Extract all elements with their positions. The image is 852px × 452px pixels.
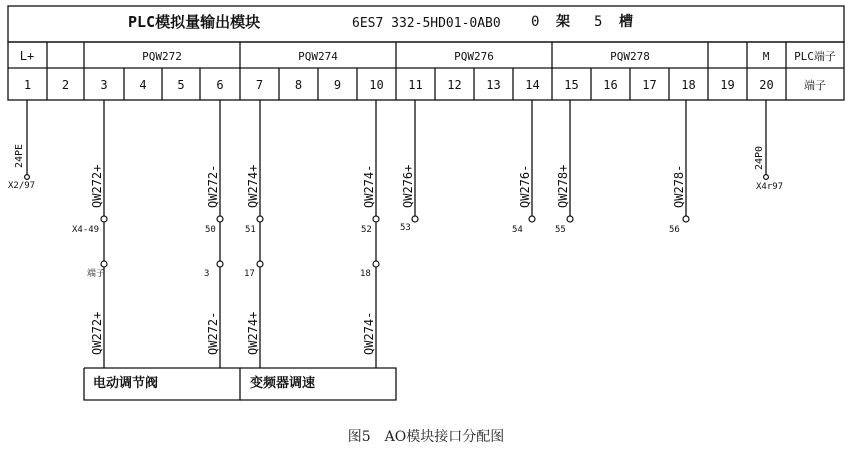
connector-50 — [217, 216, 223, 222]
terminal-7: 7 — [255, 78, 264, 92]
terminal-4: 4 — [139, 78, 147, 92]
rack-number: 0 — [531, 14, 540, 30]
terminal-table — [8, 42, 844, 100]
wire-10-upper-label: QW274- — [362, 164, 376, 208]
ref-lower-3: 3 — [204, 269, 210, 279]
connector-51 — [257, 216, 263, 222]
part-number: 6ES7 332-5HD01-0AB0 — [352, 16, 501, 31]
terminal-16: 16 — [603, 78, 618, 92]
wire-6-lower-label: QW272- — [206, 311, 220, 355]
group-pqw278: PQW278 — [610, 50, 650, 63]
terminal-18: 18 — [681, 78, 696, 92]
terminal-10: 10 — [369, 78, 384, 92]
ref-53: 53 — [400, 223, 411, 233]
group-m: M — [762, 50, 770, 63]
connector-3 — [217, 261, 223, 267]
terminal-6: 6 — [216, 78, 224, 92]
wire-7-upper-label: QW274+ — [246, 164, 260, 208]
wire-14-upper-label: QW276- — [518, 164, 532, 208]
wire-10-lower-label: QW274- — [362, 311, 376, 355]
terminal-21: 端子 — [804, 79, 826, 92]
group-pqw276: PQW276 — [454, 50, 494, 63]
device-vfd-label: 变频器调速 — [250, 376, 316, 391]
terminal-14: 14 — [525, 78, 540, 92]
terminal-15: 15 — [564, 78, 579, 92]
wire-3-lower-label: QW272+ — [90, 311, 104, 355]
wire-20-end — [764, 175, 769, 180]
wire-7-lower-label: QW274+ — [246, 311, 260, 355]
ref-x4r97: X4r97 — [756, 182, 784, 192]
ref-51: 51 — [245, 225, 256, 235]
terminal-2: 2 — [61, 78, 70, 92]
group-pqw274: PQW274 — [298, 50, 338, 63]
terminal-11: 11 — [408, 78, 423, 92]
connector-x4-49 — [101, 216, 107, 222]
connector-56 — [683, 216, 689, 222]
ref-56: 56 — [669, 225, 680, 235]
connector-53 — [412, 216, 418, 222]
wire-11-upper-label: QW276+ — [401, 164, 415, 208]
terminal-1: 1 — [23, 78, 32, 92]
group-pqw272: PQW272 — [142, 50, 182, 63]
ref-lower-18: 18 — [360, 269, 371, 279]
terminal-12: 12 — [447, 78, 462, 92]
terminal-8: 8 — [294, 78, 303, 92]
figure-caption: 图5 AO模块接口分配图 — [347, 429, 505, 445]
terminal-3: 3 — [100, 78, 108, 92]
connector-17 — [257, 261, 263, 267]
connector-18 — [373, 261, 379, 267]
wire-3-upper-label: QW272+ — [90, 164, 104, 208]
device-valve-label: 电动调节阀 — [93, 376, 159, 391]
ref-lower-17: 17 — [244, 269, 255, 279]
ref-lower-terminal: 端子 — [87, 269, 106, 279]
group-lplus: L+ — [19, 49, 35, 63]
wire-6-upper-label: QW272- — [206, 164, 220, 208]
terminal-20: 20 — [759, 78, 774, 92]
connector-terminal — [101, 261, 107, 267]
terminal-9: 9 — [333, 78, 342, 92]
rack-label: 架 — [556, 14, 570, 30]
connector-52 — [373, 216, 379, 222]
slot-number: 5 — [594, 14, 603, 30]
wire-1-end — [25, 175, 30, 180]
group-plc: PLC端子 — [794, 50, 836, 63]
wire-18-upper-label: QW278- — [672, 164, 686, 208]
terminal-19: 19 — [720, 78, 735, 92]
wire-1-label: 24PE — [14, 143, 25, 168]
terminal-13: 13 — [486, 78, 501, 92]
ref-54: 54 — [512, 225, 523, 235]
wire-15-upper-label: QW278+ — [556, 164, 570, 208]
module-title: PLC模拟量输出模块 — [128, 13, 261, 31]
ref-x4-49: X4-49 — [72, 225, 100, 235]
ref-x2-97: X2/97 — [8, 181, 36, 191]
terminal-17: 17 — [642, 78, 657, 92]
slot-label: 槽 — [619, 14, 633, 30]
ref-55: 55 — [555, 225, 566, 235]
connector-55 — [567, 216, 573, 222]
wire-20-label: 24P0 — [754, 145, 765, 170]
ref-50: 50 — [205, 225, 216, 235]
connector-54 — [529, 216, 535, 222]
ref-52: 52 — [361, 225, 372, 235]
terminal-5: 5 — [177, 78, 185, 92]
